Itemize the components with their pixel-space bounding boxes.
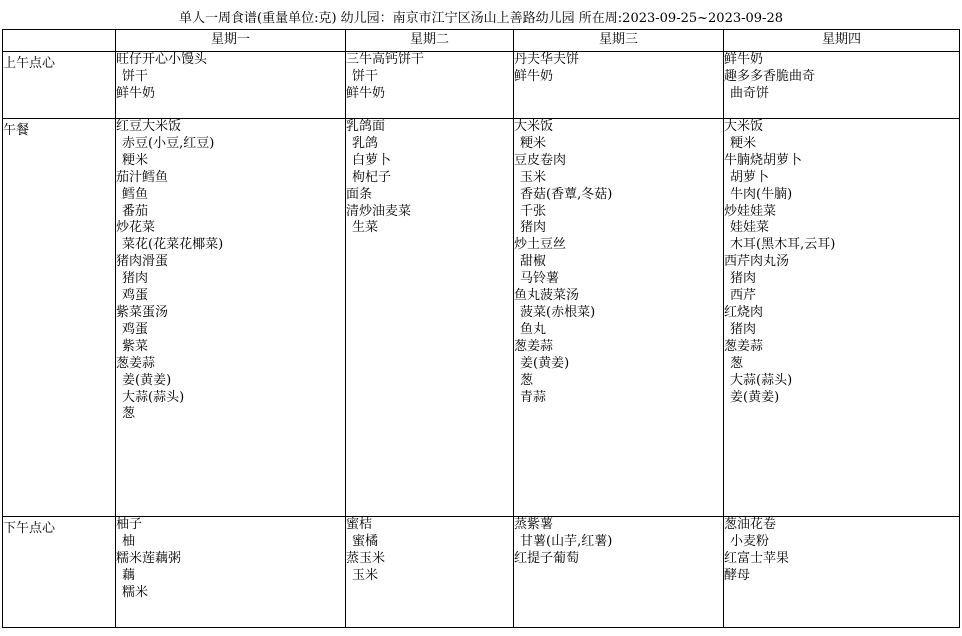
dish-name: 葱姜蒜 xyxy=(514,338,554,354)
ingredient: 生菜 xyxy=(352,220,379,236)
dish-name: 乳鸽面 xyxy=(346,119,386,134)
ingredient: 葱 xyxy=(520,372,534,388)
ingredient: 粳米 xyxy=(730,135,757,151)
ingredient: 姜(黄姜) xyxy=(122,372,172,388)
row-label: 午餐 xyxy=(3,119,116,517)
ingredient: 粳米 xyxy=(520,135,547,151)
ingredient: 猪肉 xyxy=(520,220,547,236)
menu-cell xyxy=(346,52,514,119)
dish-name: 猪肉滑蛋 xyxy=(116,254,169,270)
header-corner xyxy=(3,30,116,52)
lunch-row xyxy=(3,119,960,517)
dish-name: 蒸紫薯 xyxy=(514,517,554,532)
header-tuesday: 星期二 xyxy=(346,30,514,52)
dish-name: 炒娃娃菜 xyxy=(724,203,777,219)
menu-cell xyxy=(346,119,514,517)
menu-cell xyxy=(346,517,514,628)
ingredient: 大蒜(蒜头) xyxy=(730,372,793,388)
dish-name: 红富士苹果 xyxy=(724,550,790,566)
menu-cell xyxy=(514,52,724,119)
ingredient: 葱 xyxy=(730,355,744,371)
ingredient: 千张 xyxy=(520,203,547,219)
ingredient: 娃娃菜 xyxy=(730,220,770,236)
dish-name: 大米饭 xyxy=(514,119,554,134)
dish-name: 大米饭 xyxy=(724,119,764,134)
dish-name: 面条 xyxy=(346,186,373,202)
header-thursday: 星期四 xyxy=(724,30,960,52)
dish-name: 蜜桔 xyxy=(346,517,373,532)
ingredient: 木耳(黑木耳,云耳) xyxy=(730,237,836,253)
dish-name: 豆皮卷肉 xyxy=(514,152,567,168)
ingredient: 鸡蛋 xyxy=(122,321,149,337)
dish-name: 鲜牛奶 xyxy=(724,52,764,67)
ingredient: 白萝卜 xyxy=(352,152,392,168)
dish-name: 鱼丸菠菜汤 xyxy=(514,288,580,304)
ingredient: 猪肉 xyxy=(730,321,757,337)
ingredient: 葱 xyxy=(122,406,136,422)
dish-name: 酵母 xyxy=(724,567,751,583)
dish-name: 红提子葡萄 xyxy=(514,550,580,566)
dish-name: 鲜牛奶 xyxy=(346,85,386,101)
dish-name: 趣多多香脆曲奇 xyxy=(724,68,816,84)
row-label: 上午点心 xyxy=(3,52,116,119)
menu-cell xyxy=(514,517,724,628)
page-title: 单人一周食谱(重量单位:克) 幼儿园：南京市江宁区汤山上善路幼儿园 所在周:2023-09-25~2023-09-28 xyxy=(179,11,783,26)
menu-cell xyxy=(514,119,724,517)
dish-name: 丹夫华夫饼 xyxy=(514,52,580,67)
dish-name: 清炒油麦菜 xyxy=(346,203,412,219)
menu-cell xyxy=(116,517,346,628)
ingredient: 鱼丸 xyxy=(520,321,547,337)
menu-cell xyxy=(116,52,346,119)
ingredient: 蜜橘 xyxy=(352,533,379,549)
ingredient: 青蒜 xyxy=(520,389,547,405)
dish-name: 柚子 xyxy=(116,517,143,532)
ingredient: 胡萝卜 xyxy=(730,169,770,185)
ingredient: 香菇(香蕈,冬菇) xyxy=(520,186,613,202)
ingredient: 粳米 xyxy=(122,152,149,168)
dish-name: 炒花菜 xyxy=(116,220,156,236)
ingredient: 猪肉 xyxy=(122,271,149,287)
ingredient: 枸杞子 xyxy=(352,169,392,185)
dish-name: 葱姜蒜 xyxy=(724,338,764,354)
dish-name: 鲜牛奶 xyxy=(116,85,156,101)
menu-table xyxy=(2,29,960,628)
ingredient: 鳕鱼 xyxy=(122,186,149,202)
ingredient: 紫菜 xyxy=(122,338,149,354)
header-wednesday: 星期三 xyxy=(514,30,724,52)
menu-cell xyxy=(724,119,960,517)
dish-name: 牛腩烧胡萝卜 xyxy=(724,152,803,168)
dish-name: 茄汁鳕鱼 xyxy=(116,169,169,185)
ingredient: 玉米 xyxy=(352,567,379,583)
ingredient: 饼干 xyxy=(122,68,149,84)
ingredient: 乳鸽 xyxy=(352,135,379,151)
dish-name: 糯米莲藕粥 xyxy=(116,550,182,566)
ingredient: 甘薯(山芋,红薯) xyxy=(520,533,613,549)
afternoon-snack-row xyxy=(3,517,960,628)
ingredient: 鸡蛋 xyxy=(122,288,149,304)
ingredient: 饼干 xyxy=(352,68,379,84)
dish-name: 三牛高钙饼干 xyxy=(346,52,425,67)
ingredient: 菜花(花菜花椰菜) xyxy=(122,237,224,253)
ingredient: 姜(黄姜) xyxy=(730,389,780,405)
ingredient: 大蒜(蒜头) xyxy=(122,389,185,405)
ingredient: 牛肉(牛腩) xyxy=(730,186,793,202)
ingredient: 糯米 xyxy=(122,584,149,600)
dish-name: 西芹肉丸汤 xyxy=(724,254,790,270)
ingredient: 赤豆(小豆,红豆) xyxy=(122,135,215,151)
menu-cell xyxy=(116,119,346,517)
dish-name: 炒土豆丝 xyxy=(514,237,567,253)
menu-cell xyxy=(724,517,960,628)
ingredient: 藕 xyxy=(122,567,136,583)
dish-name: 红烧肉 xyxy=(724,304,764,320)
dish-name: 紫菜蛋汤 xyxy=(116,304,169,320)
ingredient: 猪肉 xyxy=(730,271,757,287)
ingredient: 番茄 xyxy=(122,203,149,219)
header-monday: 星期一 xyxy=(116,30,346,52)
ingredient: 柚 xyxy=(122,533,136,549)
ingredient: 曲奇饼 xyxy=(730,85,770,101)
header-row xyxy=(3,30,960,52)
menu-cell xyxy=(724,52,960,119)
ingredient: 西芹 xyxy=(730,288,757,304)
dish-name: 蒸玉米 xyxy=(346,550,386,566)
row-label: 下午点心 xyxy=(3,517,116,628)
ingredient: 小麦粉 xyxy=(730,533,770,549)
dish-name: 鲜牛奶 xyxy=(514,68,554,84)
ingredient: 玉米 xyxy=(520,169,547,185)
morning-snack-row xyxy=(3,52,960,119)
ingredient: 马铃薯 xyxy=(520,271,560,287)
dish-name: 旺仔开心小馒头 xyxy=(116,52,208,67)
dish-name: 葱油花卷 xyxy=(724,517,777,532)
ingredient: 菠菜(赤根菜) xyxy=(520,304,596,320)
dish-name: 葱姜蒜 xyxy=(116,355,156,371)
ingredient: 甜椒 xyxy=(520,254,547,270)
ingredient: 姜(黄姜) xyxy=(520,355,570,371)
dish-name: 红豆大米饭 xyxy=(116,119,182,134)
